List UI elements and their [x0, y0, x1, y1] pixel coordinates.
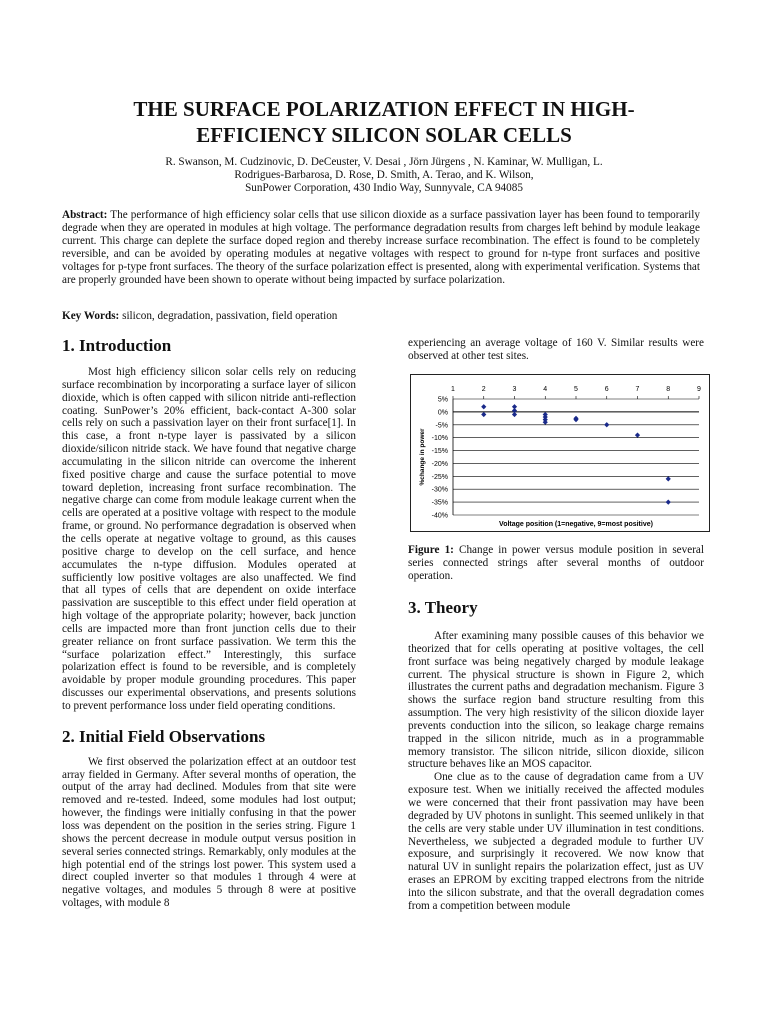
figure-caption-text: Change in power versus module position in several series connected strings after several months of outdoor operation. [408, 544, 704, 582]
y-tick-label: 5% [437, 396, 448, 404]
y-tick-label: -20% [431, 460, 448, 468]
section-2-heading: 2. Initial Field Observations [62, 726, 266, 746]
section-2-continued: experiencing an average voltage of 160 V. Similar results were observed at other test sites. [408, 337, 704, 362]
authors-line-1: R. Swanson, M. Cudzinovic, D. DeCeuster, V. Desai , Jörn Jürgens , N. Kaminar, W. Mulligan, L. [165, 156, 603, 168]
author-block [100, 156, 668, 196]
y-tick-label: -15% [431, 448, 448, 456]
x-tick-label: 4 [543, 386, 548, 393]
data-point [512, 412, 517, 417]
right-column-theory [408, 598, 704, 913]
x-tick-label: 5 [574, 386, 578, 393]
figure-caption-label: Figure 1: [408, 544, 454, 556]
section-1-body: Most high efficiency silicon solar cells rely on reducing surface recombination by incorporating a surface layer of silicon dioxide, which is often capped with silicon nitride anti-reflection coating. SunPower’s 20% efficient, back-contact A-300 solar cells rely on such a passivation layer on their front surface[1]. In this case, a front n-type layer is passivated by a silicon dioxide/silicon nitride stack. We have found that negative charge accumulating in the silicon nitride can overcome the inherent fixed positive charge and cause the surface potential to move toward depletion, increasing front surface recombination. The negative charge can come from module leakage current when the cells are operated at a positive voltage with respect to the module frame, or ground. No performance degradation is observed when the cells operate at negative voltage to ground, as this causes positive charge to develop on the cell surface, and hence accumulates the n-type diffusion. Modules operated at sufficiently low positive voltages are also unaffected. We find that all types of cells that are dependent on oxide interface passivation are susceptible to this effect under field operation at high voltage of the appropriate polarity; however, back junction cells are impacted more than front junction cells due to their greater reliance on front surface passivation. We term this the “surface polarization effect.” Interestingly, this surface polarization effect is found to be reversible, and is completely avoidable by proper module grounding procedures. This paper discusses our experimental observations, and presents solutions to prevent performance loss under field operating conditions. [62, 366, 356, 712]
x-tick-label: 7 [635, 386, 640, 393]
keywords-label: Key Words: [62, 310, 120, 322]
y-tick-label: -30% [431, 486, 448, 494]
left-column [62, 336, 356, 910]
y-tick-label: -5% [435, 422, 448, 430]
authors-line-2: Rodrigues-Barbarosa, D. Rose, D. Smith, A. Terao, and K. Wilson, [234, 169, 534, 182]
x-tick-label: 1 [451, 386, 455, 393]
data-point [481, 412, 486, 417]
y-tick-label: -25% [431, 473, 448, 481]
keywords [62, 310, 700, 323]
section-1-heading: 1. Introduction [62, 336, 172, 355]
abstract-text: The performance of high efficiency solar cells that use silicon dioxide as a surface passivation layer has been found to temporarily degrade when they are operated in modules at high voltage. The performance degradation results from charges left behind by module leakage current. This charge can deplete the surface doped region and thereby increase surface recombination. The effect is found to be completely reversible, and can be avoided by operating modules at negative voltages with respect to ground for n-type front surfaces and positive voltages for p-type front surfaces. The theory of the surface polarization effect is presented, along with experimental verification. Systems that are properly grounded have been shown to operate without being impacted by surface polarization. [62, 209, 700, 286]
keywords-text: silicon, degradation, passivation, field operation [119, 310, 338, 322]
affiliation: SunPower Corporation, 430 Indio Way, Sunnyvale, CA 94085 [245, 182, 523, 195]
data-point [666, 476, 671, 481]
figure-1-chart [410, 374, 710, 532]
paper-title [60, 96, 708, 148]
y-tick-label: 0% [437, 409, 448, 417]
x-tick-label: 2 [481, 386, 486, 393]
y-axis-label: %change in power [419, 428, 426, 486]
title-line-1: THE SURFACE POLARIZATION EFFECT IN HIGH- [133, 97, 635, 121]
y-tick-label: -10% [431, 435, 448, 443]
x-tick-label: 6 [604, 386, 609, 393]
section-3-heading: 3. Theory [408, 598, 478, 617]
x-tick-label: 8 [666, 386, 671, 393]
chart-svg [411, 375, 709, 531]
section-3-paragraph-2: One clue as to the cause of degradation came from a UV exposure test. When we initially received the affected modules we were concerned that their front passivation may have been degraded by UV photons in sunlight. This seemed unlikely in that the cells are very stable under UV illumination in test conditions. Nevertheless, we subjected a degraded module to further UV exposure, and surprisingly it recovered. We now know that natural UV in sunlight repairs the polarization effect, just as UV erases an EPROM by exciting trapped electrons from the nitride into the silicon substrate, and that the overall degradation comes from a competition between module [408, 771, 704, 912]
data-point [635, 432, 640, 437]
data-point [604, 422, 609, 427]
y-tick-label: -35% [431, 499, 448, 507]
figure-1-caption [408, 544, 704, 583]
x-axis-label: Voltage position (1=negative, 9=most positive) [499, 521, 653, 528]
data-point [666, 500, 671, 505]
x-tick-label: 9 [697, 386, 701, 393]
section-3-paragraph-1: After examining many possible causes of this behavior we theorized that for cells operating at positive voltages, the cell front surface was being negatively charged by module leakage current. The physical structure is shown in Figure 2, which illustrates the current paths and degradation mechanism. Figure 3 shows the surface region band structure resulting from this assumption. The very high resistivity of the silicon dioxide layer prevents conduction into the silicon, so leakage charge remains trapped in the silicon nitride, much as in a programmable memory transistor. The silicon nitride, silicon dioxide, silicon structure behaves like an MOS capacitor. [408, 630, 704, 771]
title-line-2: EFFICIENCY SILICON SOLAR CELLS [196, 123, 572, 147]
section-2-body: We first observed the polarization effect at an outdoor test array fielded in Germany. After several months of operation, the output of the array had declined. Modules from that site were removed and re-tested. Indeed, some modules had lost output; however, the findings were initially confusing in that the power loss was dependent on the position in the series string. Figure 1 shows the percent decrease in module output versus position in several series connected strings. Remarkably, only modules at the high potential end of the strings lost power. This system used a direct coupled inverter so that modules 1 through 4 were at negative voltages, and modules 5 through 8 were at positive voltages, with module 8 [62, 755, 356, 910]
abstract [62, 209, 700, 286]
x-tick-label: 3 [512, 386, 517, 393]
abstract-label: Abstract: [62, 209, 108, 221]
y-tick-label: -40% [431, 512, 448, 520]
data-point [481, 404, 486, 409]
